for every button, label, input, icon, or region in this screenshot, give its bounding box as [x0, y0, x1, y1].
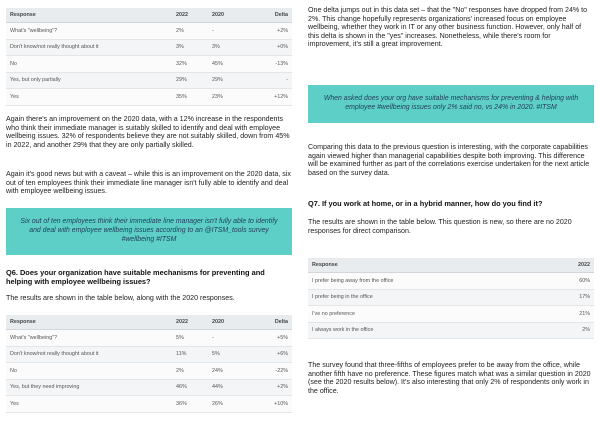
table-row — [6, 72, 292, 89]
header-2020: 2020 — [208, 315, 244, 330]
cell-response: I prefer being in the office — [308, 289, 546, 306]
paragraph-manager-skills: Again there's an improvement on the 2020 data, with a 12% increase in the respondents who think their immediate manager is suitably skilled to identify and deal with employee wellbeing issues. 32% of respondents believe they are not suitably skilled, down from 45% in 2022, and another 29% that they are only partially skilled. — [6, 115, 290, 149]
cell-response: Yes, but they need improving — [6, 379, 172, 396]
cell-2020: 26% — [208, 396, 244, 413]
paragraph-comparison: Comparing this data to the previous question is interesting, with the corporate capabilities again viewed higher than managerial capabilities despite both improving. This difference will be examined further as part of the correlations exercise undertaken for the next article based on the survey data. — [308, 143, 590, 177]
pull-quote-1 — [6, 208, 292, 255]
pull-quote-2-text: When asked does your org have suitable mechanisms for preventing & helping with employee #wellbeing issues only 2% said no, vs 24% in 2020. #ITSM — [323, 95, 579, 111]
table-q7 — [308, 258, 594, 339]
cell-response: What's "wellbeing"? — [6, 330, 172, 347]
table-row — [308, 306, 594, 323]
table-q6 — [6, 315, 292, 413]
table-row — [6, 89, 292, 106]
cell-2020: 3% — [208, 39, 244, 56]
cell-2020: 24% — [208, 363, 244, 380]
cell-delta: +2% — [244, 23, 292, 40]
table-row — [308, 289, 594, 306]
pull-quote-2 — [308, 85, 594, 123]
table-header-row — [308, 258, 594, 273]
cell-delta: +0% — [244, 39, 292, 56]
cell-delta: - — [244, 72, 292, 89]
table-row — [6, 330, 292, 347]
cell-response: Yes — [6, 89, 172, 106]
header-2022: 2022 — [546, 258, 594, 273]
cell-2022: 2% — [172, 363, 208, 380]
table-header-row — [6, 8, 292, 23]
cell-2022: 17% — [546, 289, 594, 306]
cell-response: No — [6, 363, 172, 380]
table-row — [6, 346, 292, 363]
cell-2020: - — [208, 330, 244, 347]
cell-response: Yes, but only partially — [6, 72, 172, 89]
cell-2022: 3% — [172, 39, 208, 56]
cell-2022: 2% — [546, 322, 594, 339]
cell-delta: +5% — [244, 330, 292, 347]
header-2020: 2020 — [208, 8, 244, 23]
cell-2022: 5% — [172, 330, 208, 347]
header-2022: 2022 — [172, 8, 208, 23]
table-row — [6, 396, 292, 413]
cell-delta: +12% — [244, 89, 292, 106]
table-row — [308, 322, 594, 339]
cell-2022: 2% — [172, 23, 208, 40]
header-response: Response — [6, 315, 172, 330]
cell-2020: 44% — [208, 379, 244, 396]
cell-response: Yes — [6, 396, 172, 413]
cell-delta: +2% — [244, 379, 292, 396]
q7-intro: The results are shown in the table below. This question is new, so there are no 2020 responses for direct comparison. — [308, 218, 572, 235]
cell-2022: 21% — [546, 306, 594, 323]
table-header-row — [6, 315, 292, 330]
q6-heading: Q6. Does your organization have suitable mechanisms for preventing and helping with employee wellbeing issues? — [6, 268, 265, 286]
paragraph-delta-jump: One delta jumps out in this data set – that the "No" responses have dropped from 24% to 2%. This change hopefully represents organizations' increased focus on employee wellbeing, whether they work in IT or any other business function. However, only half of this delta is shown in the "yes" increases. Nonetheless, while there's room for improvement, it's still a great improvement. — [308, 6, 588, 49]
cell-2022: 29% — [172, 72, 208, 89]
cell-2020: 29% — [208, 72, 244, 89]
cell-response: Don't know/not really thought about it — [6, 39, 172, 56]
paragraph-survey-findings: The survey found that three-fifths of employees prefer to be away from the office, while another fifth have no preference. These figures match what was a similar question in 2020 (see the 2020 results below). It's also interesting that only 2% of respondents only work in the office. — [308, 361, 591, 395]
cell-2022: 46% — [172, 379, 208, 396]
cell-delta: +6% — [244, 346, 292, 363]
header-response: Response — [6, 8, 172, 23]
table-row — [308, 273, 594, 290]
cell-2020: 23% — [208, 89, 244, 106]
cell-2020: 5% — [208, 346, 244, 363]
cell-2022: 35% — [172, 89, 208, 106]
cell-2022: 32% — [172, 56, 208, 73]
cell-response: No — [6, 56, 172, 73]
cell-2022: 60% — [546, 273, 594, 290]
header-2022: 2022 — [172, 315, 208, 330]
cell-2022: 36% — [172, 396, 208, 413]
header-delta: Delta — [244, 8, 292, 23]
q7-heading: Q7. If you work at home, or in a hybrid manner, how do you find it? — [308, 199, 543, 208]
cell-2020: - — [208, 23, 244, 40]
table-row — [6, 379, 292, 396]
header-delta: Delta — [244, 315, 292, 330]
paragraph-caveat: Again it's good news but with a caveat – while this is an improvement on the 2020 data, six out of ten employees think their immediate line manager isn't fully able to identify and deal with employee wellbeing issues. — [6, 170, 291, 196]
table-row — [6, 23, 292, 40]
cell-2020: 45% — [208, 56, 244, 73]
q6-intro: The results are shown in the table below, along with the 2020 responses. — [6, 294, 235, 302]
table-row — [6, 56, 292, 73]
cell-response: I've no preference — [308, 306, 546, 323]
table-row — [6, 39, 292, 56]
cell-response: I always work in the office — [308, 322, 546, 339]
pull-quote-1-text: Six out of ten employees think their immediate line manager isn't fully able to identify and deal with employee wellbeing issues according to an @ITSM_tools survey #wellbeing #ITSM — [20, 218, 278, 243]
header-response: Response — [308, 258, 546, 273]
table-row — [6, 363, 292, 380]
cell-delta: -22% — [244, 363, 292, 380]
cell-delta: -13% — [244, 56, 292, 73]
table-q5 — [6, 8, 292, 106]
cell-response: I prefer being away from the office — [308, 273, 546, 290]
cell-response: What's "wellbeing"? — [6, 23, 172, 40]
cell-response: Don't know/not really thought about it — [6, 346, 172, 363]
cell-delta: +10% — [244, 396, 292, 413]
cell-2022: 11% — [172, 346, 208, 363]
